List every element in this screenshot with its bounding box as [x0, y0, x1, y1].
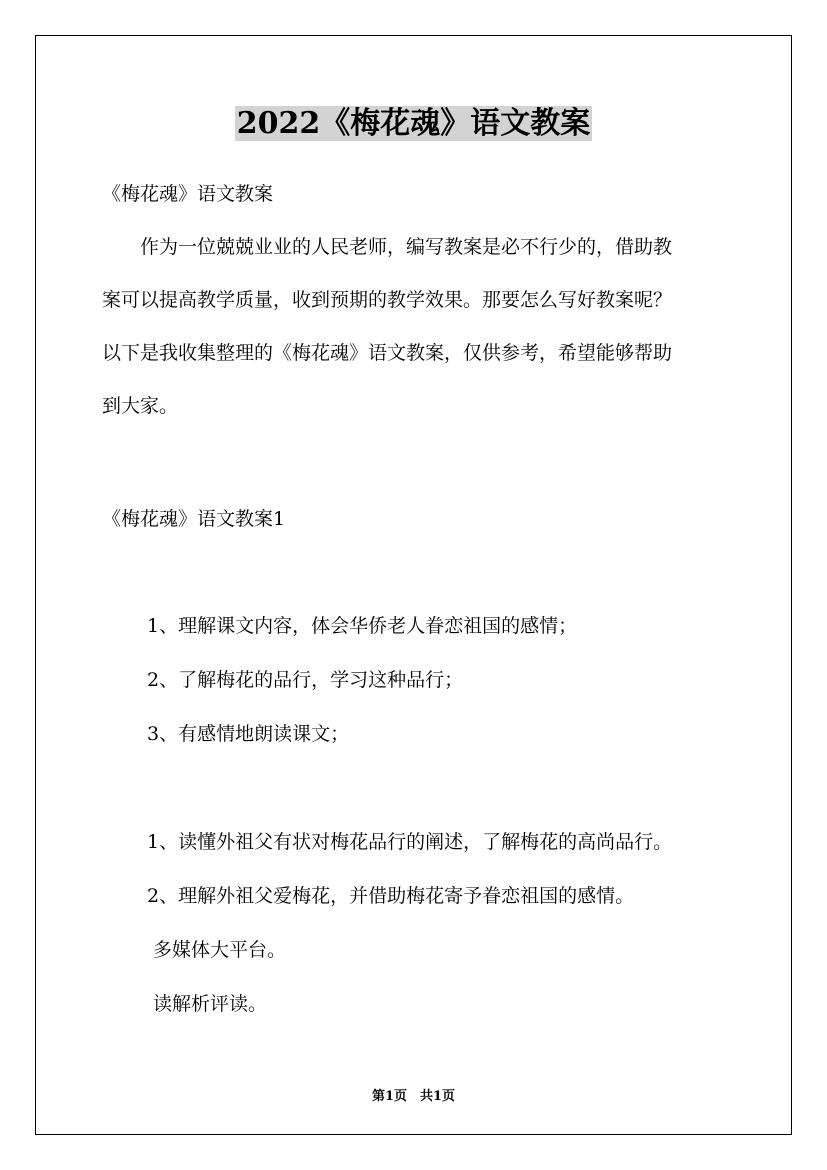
section-heading: 《梅花魂》语文教案1 — [102, 508, 286, 530]
document-title-text: 2022《梅花魂》语文教案 — [236, 106, 591, 141]
intro-line: 案可以提高教学质量，收到预期的教学效果。那要怎么写好教案呢？ — [102, 289, 673, 311]
intro-line: 作为一位兢兢业业的人民老师，编写教案是必不行少的，借助教 — [102, 236, 673, 258]
intro-line: 以下是我收集整理的《梅花魂》语文教案，仅供参考，希望能够帮助 — [102, 342, 673, 364]
goal-item: 2、了解梅花的品行，学习这种品行； — [147, 669, 464, 691]
goal-item: 3、有感情地朗读课文； — [147, 723, 350, 745]
teaching-tools: 多媒体大平台。 — [153, 939, 287, 961]
key-point-item: 1、读懂外祖父有状对梅花品行的阐述，了解梅花的高尚品行。 — [147, 831, 673, 853]
intro-paragraph — [102, 221, 730, 433]
intro-line: 到大家。 — [102, 395, 179, 417]
page-number: 第1页 共1页 — [371, 1089, 456, 1104]
key-point-item: 2、理解外祖父爱梅花，并借助梅花寄予眷恋祖国的感情。 — [147, 885, 635, 907]
document-subtitle: 《梅花魂》语文教案 — [102, 183, 274, 205]
teaching-method: 读解析评读。 — [153, 993, 268, 1015]
goal-item: 1、理解课文内容，体会华侨老人眷恋祖国的感情； — [147, 615, 578, 637]
document-title — [0, 104, 827, 144]
